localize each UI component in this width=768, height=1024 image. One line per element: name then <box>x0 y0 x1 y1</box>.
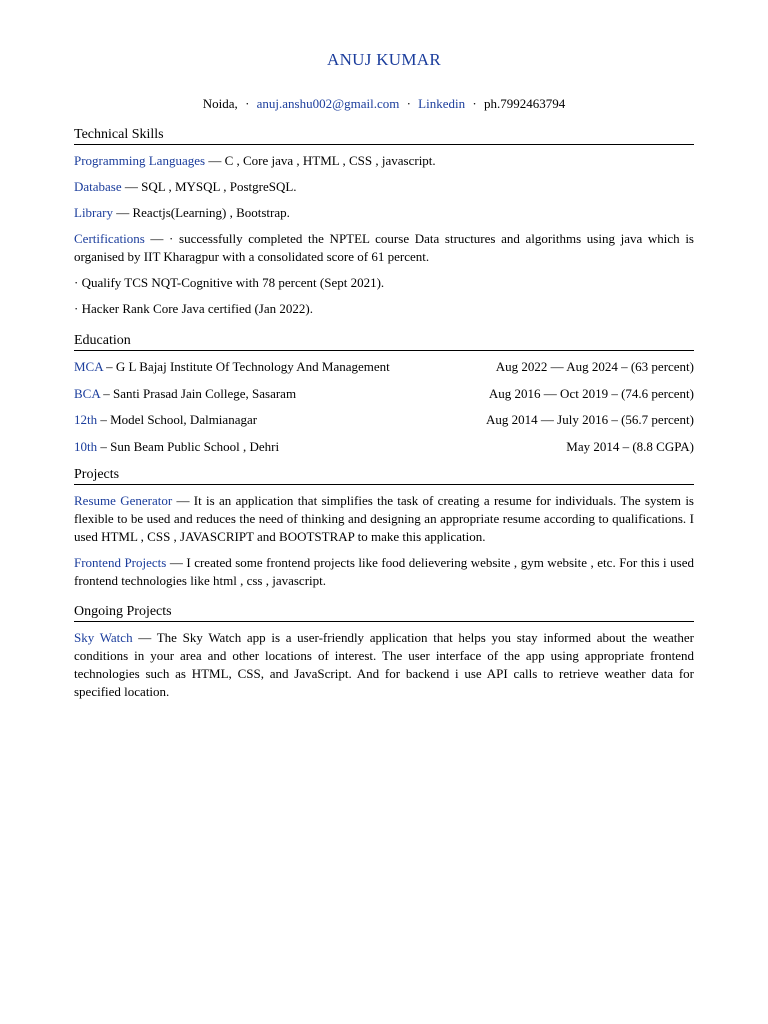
separator: · <box>406 96 411 111</box>
separator: · <box>472 96 477 111</box>
candidate-name: ANUJ KUMAR <box>327 50 441 69</box>
education-period: Aug 2016 — Oct 2019 – (74.6 percent) <box>488 385 694 401</box>
education-entry <box>74 411 257 429</box>
degree-label: BCA <box>74 385 101 401</box>
skill-item <box>74 230 694 266</box>
skill-label: Database <box>74 179 122 194</box>
skill-label: Certifications <box>74 231 145 246</box>
education-entry <box>74 385 296 403</box>
institution-text: – Santi Prasad Jain College, Sasaram <box>100 385 297 401</box>
ongoing-projects-section <box>74 604 694 701</box>
section-heading: Projects <box>74 467 694 485</box>
phone-text: ph.7992463794 <box>483 96 566 111</box>
education-entry <box>74 358 390 376</box>
degree-label: 10th <box>74 438 98 454</box>
education-row <box>74 358 694 376</box>
contact-line <box>74 96 694 112</box>
skill-text: — Reactjs(Learning) , Bootstrap. <box>112 205 290 220</box>
certification-line: · Qualify TCS NQT-Cognitive with 78 percent (Sept 2021). <box>74 275 385 290</box>
education-section <box>74 333 694 456</box>
institution-text: – G L Bajaj Institute Of Technology And Management <box>102 359 390 374</box>
education-entry <box>74 438 279 456</box>
location-text: Noida, <box>202 96 238 111</box>
project-text: — It is an application that simplifies the task of creating a resume for individuals. The system is flexible to be used and reduces the need of thinking and designing an appropriate resume according to qualifications. I used HTML , CSS , JAVASCRIPT and BOOTSTRAP to make this application. <box>74 493 694 544</box>
degree-label: MCA <box>74 359 103 374</box>
skill-label: Programming Languages <box>74 153 206 168</box>
skill-text: — C , Core java , HTML , CSS , javascript. <box>205 153 436 168</box>
project-label: Resume Generator <box>74 493 173 508</box>
skill-item <box>74 152 694 170</box>
skill-item <box>74 178 694 196</box>
degree-label: 12th <box>74 412 98 428</box>
skill-text: — · successfully completed the NPTEL course Data structures and algorithms using java which is organised by IIT Kharagpur with a consolidated score of 61 percent. <box>74 231 694 264</box>
email-link[interactable]: anuj.anshu002@gmail.com <box>256 96 400 111</box>
project-label: Frontend Projects <box>74 555 167 570</box>
section-heading: Ongoing Projects <box>74 604 694 622</box>
institution-text: – Sun Beam Public School , Dehri <box>97 438 280 454</box>
education-row <box>74 438 694 456</box>
education-row <box>74 411 694 429</box>
project-item <box>74 492 694 546</box>
section-heading: Technical Skills <box>74 127 694 145</box>
skill-label: Library <box>74 205 113 220</box>
education-row <box>74 385 694 403</box>
education-period: Aug 2022 — Aug 2024 – (63 percent) <box>495 359 694 374</box>
separator: · <box>245 96 250 111</box>
projects-section <box>74 467 694 590</box>
education-period: May 2014 – (8.8 CGPA) <box>566 438 694 454</box>
linkedin-link[interactable]: Linkedin <box>418 96 466 111</box>
project-item <box>74 629 694 701</box>
institution-text: – Model School, Dalmianagar <box>97 412 258 428</box>
technical-skills-section <box>74 127 694 318</box>
project-item <box>74 554 694 590</box>
project-text: — The Sky Watch app is a user-friendly application that helps you stay informed about the weather conditions in your area and other locations of interest. The user interface of the app using appropriate frontend technologies such as HTML, CSS, and JavaScript. And for backend i use API calls to retrieve weather data for specified location. <box>74 630 694 699</box>
certification-line: · Hacker Rank Core Java certified (Jan 2022). <box>74 301 313 316</box>
education-period: Aug 2014 — July 2016 – (56.7 percent) <box>486 412 694 428</box>
skill-text: — SQL , MYSQL , PostgreSQL. <box>121 179 297 194</box>
skill-item <box>74 204 694 222</box>
project-label: Sky Watch <box>74 630 133 645</box>
project-text: — I created some frontend projects like food delievering website , gym website , etc. For this i used frontend technologies like html , css , javascript. <box>74 555 695 588</box>
section-heading: Education <box>74 333 694 351</box>
